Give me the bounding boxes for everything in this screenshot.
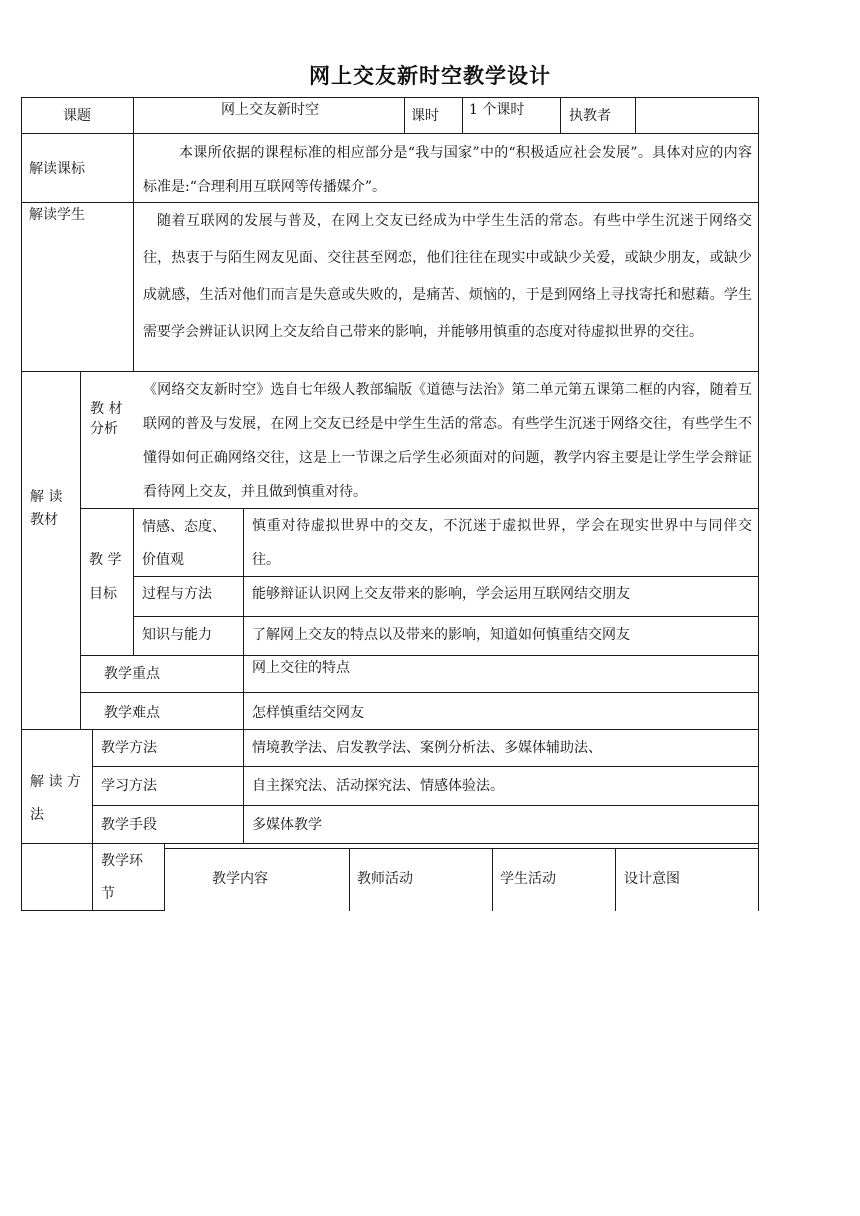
- goals-label-line2: 目标: [89, 586, 117, 602]
- methods-label-line1: 解 读 方: [30, 774, 81, 790]
- knowledge-label: 知识与能力: [142, 627, 212, 643]
- emotion-text: 慎重对待虚拟世界中的交友，不沉迷于虚拟世界，学会在现实世界中与同伴交往。: [252, 518, 752, 568]
- teacher-activity-header: 教师活动: [357, 871, 413, 887]
- students-label: 解读学生: [29, 207, 85, 223]
- period-value: 1 个课时: [469, 102, 525, 118]
- emotion-label-line2: 价值观: [142, 552, 184, 568]
- goals-label-line1: 教 学: [89, 552, 122, 568]
- analysis-label-line1: 教 材: [90, 401, 123, 417]
- intent-header: 设计意图: [624, 871, 680, 887]
- materials-label-line1: 解 读: [30, 489, 63, 505]
- students-text: 随着互联网的发展与普及，在网上交友已经成为中学生生活的常态。有些中学生沉迷于网络交往，热衷于与陌生网友见面、交往甚至网恋，他们往往在现实中或缺少关爱，或缺少朋友，或缺少成就感，生活对他们而言是失意或失败的，是痛苦、烦恼的，于是到网络上寻找寄托和慰藉。学生需要学会辨证认识网上交友给自己带来的影响，并能够用慎重的态度对待虚拟世界的交往。: [143, 213, 752, 340]
- difficulty-label: 教学难点: [104, 705, 160, 721]
- topic-value: 网上交友新时空: [221, 102, 319, 118]
- learning-method-label: 学习方法: [101, 778, 157, 794]
- analysis-label-line2: 分析: [90, 421, 118, 437]
- teaching-method-label: 教学方法: [101, 740, 157, 756]
- teaching-method-text: 情境教学法、启发教学法、案例分析法、多媒体辅助法、: [252, 740, 602, 756]
- means-label: 教学手段: [101, 817, 157, 833]
- methods-label-line2: 法: [30, 807, 44, 823]
- key-text: 网上交往的特点: [252, 660, 350, 676]
- stage-header-line1: 教学环: [101, 853, 143, 869]
- student-activity-header: 学生活动: [500, 871, 556, 887]
- emotion-label-line1: 情感、态度、: [142, 519, 226, 535]
- standards-label: 解读课标: [29, 161, 85, 177]
- topic-label: 课题: [63, 108, 91, 124]
- period-label: 课时: [411, 108, 439, 124]
- difficulty-text: 怎样慎重结交网友: [252, 705, 364, 721]
- process-label: 过程与方法: [142, 586, 212, 602]
- teacher-label: 执教者: [569, 108, 611, 124]
- learning-method-text: 自主探究法、活动探究法、情感体验法。: [252, 778, 504, 794]
- analysis-text: 《网络交友新时空》选自七年级人教部编版《道德与法治》第二单元第五课第二框的内容，随着互联网的普及与发展，在网上交友已经是中学生生活的常态。有些学生沉迷于网络交往，有些学生不懂得如何正确网络交往，这是上一节课之后学生必须面对的问题，教学内容主要是让学生学会辩证看待网上交友，并且做到慎重对待。: [143, 382, 752, 500]
- stage-header-line2: 节: [101, 886, 115, 902]
- page-title: 网上交友新时空教学设计: [309, 64, 551, 88]
- materials-label-line2: 教材: [30, 512, 58, 528]
- standards-text: 本课所依据的课程标准的相应部分是“我与国家”中的“积极适应社会发展”。具体对应的内容标准是:“合理利用互联网等传播媒介”。: [143, 145, 752, 195]
- key-label: 教学重点: [104, 666, 160, 682]
- process-text: 能够辩证认识网上交友带来的影响，学会运用互联网结交朋友: [252, 586, 630, 602]
- content-header: 教学内容: [212, 871, 268, 887]
- means-text: 多媒体教学: [252, 817, 322, 833]
- knowledge-text: 了解网上交友的特点以及带来的影响，知道如何慎重结交网友: [252, 627, 630, 643]
